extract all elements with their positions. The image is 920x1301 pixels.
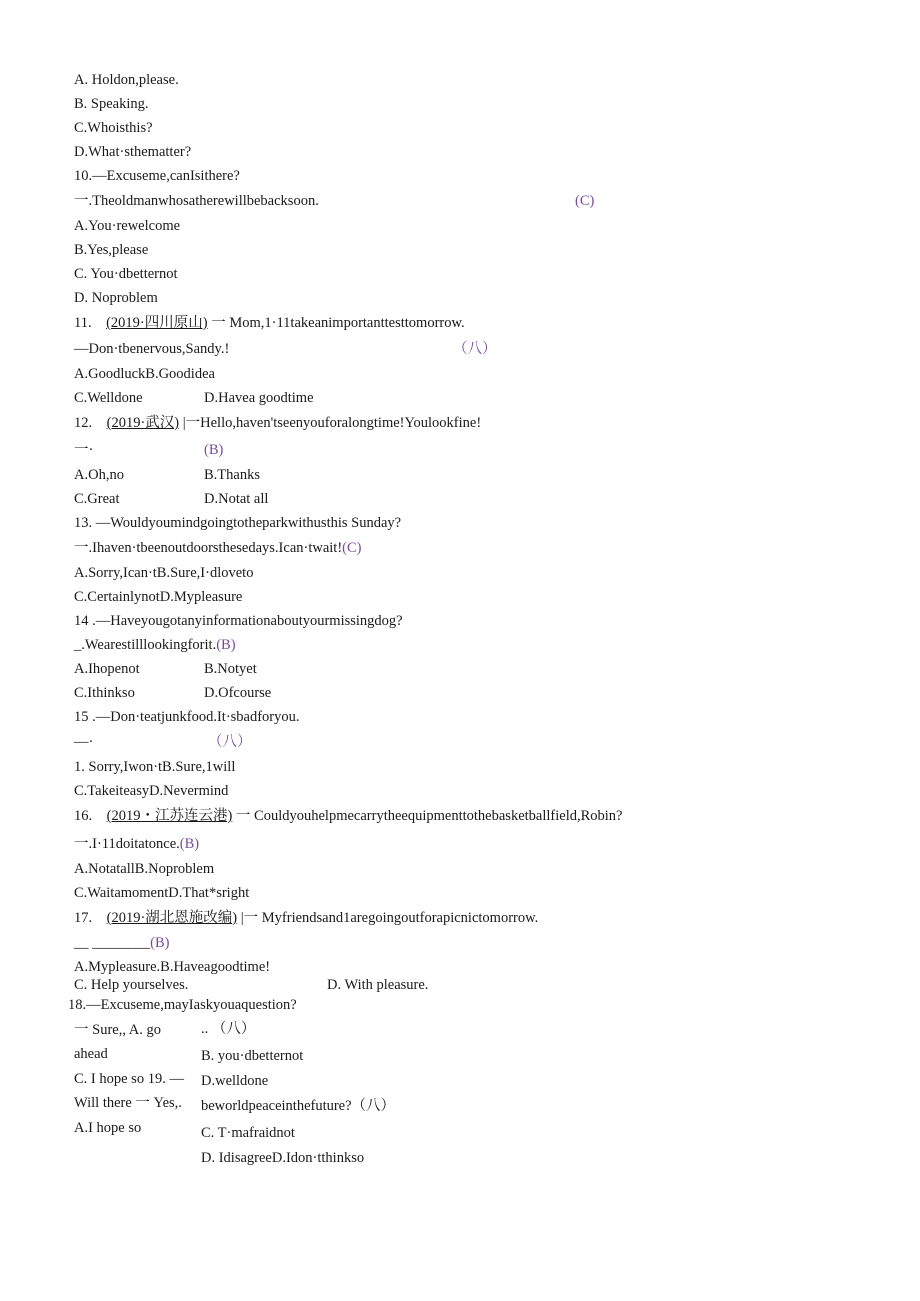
option-b: D.Notat all	[204, 491, 269, 507]
question-text: |一 Myfriendsand1aregoingoutforapicnictomorrow.	[240, 910, 539, 926]
question-text: 一.I·11doitatonce.	[74, 836, 180, 852]
option-b: D. With pleasure.	[327, 977, 429, 993]
col-left: Will there 一 Yes,.	[74, 1095, 182, 1111]
question-text: 一.Ihaven·tbeenoutdoorsthesedays.Ican·twait!	[74, 540, 343, 556]
col-left: 一 Sure,, A. go	[74, 1022, 161, 1038]
text-line: 15 .—Don·teatjunkfood.It·sbadforyou.	[74, 709, 300, 725]
col-right: beworldpeaceinthefuture?（八）	[201, 1098, 396, 1114]
answer-label: (B)	[150, 935, 170, 951]
text-line	[74, 934, 169, 952]
col-right: C. T·mafraidnot	[201, 1125, 295, 1141]
option-a: C. Help yourselves.	[74, 977, 189, 993]
question-12	[74, 414, 481, 432]
col-left: A.I hope so	[74, 1120, 142, 1136]
question-text: |一Hello,haven'tseenyouforalongtime!Youlookfine!	[182, 415, 482, 431]
text-line: A.You·rewelcome	[74, 218, 181, 234]
answer-label: (C)	[575, 193, 595, 209]
text-line: A. Holdon,please.	[74, 72, 179, 88]
text-line: 10.—Excuseme,canIsithere?	[74, 168, 240, 184]
text-line: C.TakeiteasyD.Nevermind	[74, 783, 229, 799]
answer-label: （八）	[453, 341, 497, 357]
answer-label: （八）	[208, 734, 252, 750]
text-line	[74, 636, 236, 654]
col-right: .. （八）	[201, 1021, 256, 1037]
option-a: C.Great	[74, 491, 120, 507]
answer-label: (B)	[204, 442, 224, 458]
source-label: (2019·湖北恩施改编)	[106, 910, 238, 926]
question-text: _.Wearestilllookingforit.	[74, 637, 217, 653]
question-number: 11.	[74, 315, 92, 331]
option-b: D.Havea goodtime	[204, 390, 314, 406]
answer-label: (C)	[342, 540, 362, 556]
text-line: A.NotatallB.Noproblem	[74, 861, 215, 877]
option-a: A.Oh,no	[74, 467, 124, 483]
source-label: (2019·武汉)	[106, 415, 180, 431]
answer-label: (B)	[179, 836, 200, 852]
option-b: D.Ofcourse	[204, 685, 272, 701]
option-a: A.Ihopenot	[74, 661, 140, 677]
question-17	[74, 909, 538, 927]
text-line: 1. Sorry,Iwon·tB.Sure,1will	[74, 759, 236, 775]
col-left: ahead	[74, 1046, 108, 1062]
option-b: B.Notyet	[204, 661, 257, 677]
col-right: D.welldone	[201, 1073, 269, 1089]
text-line: C.CertainlynotD.Mypleasure	[74, 589, 243, 605]
text-line: 一.Theoldmanwhosatherewillbebacksoon.	[74, 193, 319, 209]
text-line	[74, 539, 362, 557]
question-11	[74, 314, 465, 332]
text-line: C.WaitamomentD.That*sright	[74, 885, 250, 901]
text-line: 18.—Excuseme,mayIaskyouaquestion?	[68, 997, 297, 1013]
question-number: 16.	[74, 808, 93, 824]
question-text: 一 Couldyouhelpmecarrytheequipmenttothebasketballfield,Robin?	[235, 808, 623, 824]
answer-label: (B)	[216, 637, 236, 653]
text-line: —Don·tbenervous,Sandy.!	[74, 341, 230, 357]
text-line: 14 .—Haveyougotanyinformationaboutyourmissingdog?	[74, 613, 403, 629]
text-line: C. You·dbetternot	[74, 266, 178, 282]
question-number: 17.	[74, 910, 93, 926]
text-line: B.Yes,please	[74, 242, 149, 258]
source-label: (2019・江苏连云港)	[106, 808, 233, 824]
question-number: 12.	[74, 415, 93, 431]
question-text: 一 Mom,1·11takeanimportanttesttomorrow.	[211, 315, 465, 331]
col-left: C. I hope so 19. —	[74, 1071, 184, 1087]
text-line: C.Whoisthis?	[74, 120, 153, 136]
option-a: C.Ithinkso	[74, 685, 135, 701]
text-line: A.Sorry,Ican·tB.Sure,I·dloveto	[74, 565, 254, 581]
option-a: C.Welldone	[74, 390, 143, 406]
text-line: D.What·sthematter?	[74, 144, 192, 160]
source-label: (2019·四川原山)	[106, 315, 208, 331]
blank-line: __ ________	[74, 935, 151, 951]
text-line: 13. —Wouldyoumindgoingtotheparkwithusthis Sunday?	[74, 515, 402, 531]
text-line	[74, 835, 199, 853]
text-line: D. Noproblem	[74, 290, 158, 306]
text-line: —·	[74, 734, 94, 750]
text-line: A.Mypleasure.B.Haveagoodtime!	[74, 959, 271, 975]
text-line: B. Speaking.	[74, 96, 149, 112]
col-right: D. IdisagreeD.Idon·tthinkso	[201, 1150, 365, 1166]
question-16	[74, 807, 623, 825]
text-line: A.GoodluckB.Goodidea	[74, 366, 215, 382]
option-b: B.Thanks	[204, 467, 260, 483]
text-line: 一·	[74, 442, 94, 458]
col-right: B. you·dbetternot	[201, 1048, 304, 1064]
